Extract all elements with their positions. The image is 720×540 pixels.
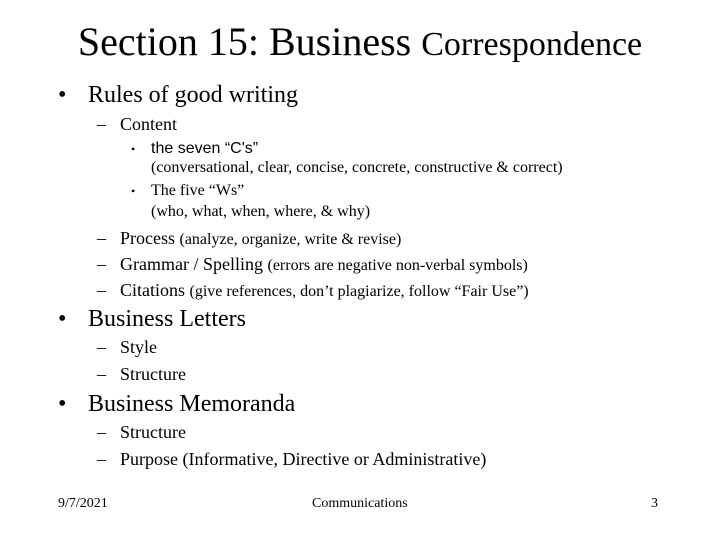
grammar-item [120,252,528,278]
dash-icon: – [97,422,106,442]
title-part-2: Correspondence [421,26,643,63]
memoranda-item-structure: Structure [120,422,186,442]
grammar-note: (errors are negative non-verbal symbols) [267,257,528,274]
dash-icon: – [97,364,106,384]
dash-icon: – [97,449,106,469]
seven-cs-label: the seven “C's” [151,140,259,157]
small-bullet-icon: • [131,184,136,198]
five-ws-detail: (who, what, when, where, & why) [151,203,371,220]
rules-heading: Rules of good writing [88,82,298,108]
citations-item [120,278,529,304]
letters-item-style: Style [120,337,158,357]
five-ws-label: The five “Ws” [151,182,245,199]
small-bullet-icon: • [131,142,136,156]
dash-icon: – [97,280,106,300]
dash-icon: – [97,228,106,248]
letters-item-structure: Structure [120,364,186,384]
title-part-1: Section 15: Business [77,19,412,64]
footer-page-number: 3 [651,496,658,511]
footer-date: 9/7/2021 [58,496,108,511]
footer-title: Communications [312,496,408,511]
bullet-icon: • [58,391,67,417]
memoranda-item-purpose: Purpose (Informative, Directive or Administrative) [120,449,487,469]
content-label: Content [120,114,177,134]
dash-icon: – [97,114,106,134]
process-label: Process [120,228,175,248]
citations-note: (give references, don’t plagiarize, follow “Fair Use”) [189,283,529,300]
dash-icon: – [97,254,106,274]
citations-label: Citations [120,280,186,300]
bullet-icon: • [58,306,67,332]
process-item [120,226,401,252]
dash-icon: – [97,337,106,357]
seven-cs-detail: (conversational, clear, concise, concrete, constructive & correct) [151,159,563,176]
grammar-label: Grammar / Spelling [120,254,263,274]
letters-heading: Business Letters [88,306,246,332]
bullet-icon: • [58,82,67,108]
slide-title [0,14,720,73]
process-note: (analyze, organize, write & revise) [179,231,402,248]
memoranda-heading: Business Memoranda [88,391,296,417]
